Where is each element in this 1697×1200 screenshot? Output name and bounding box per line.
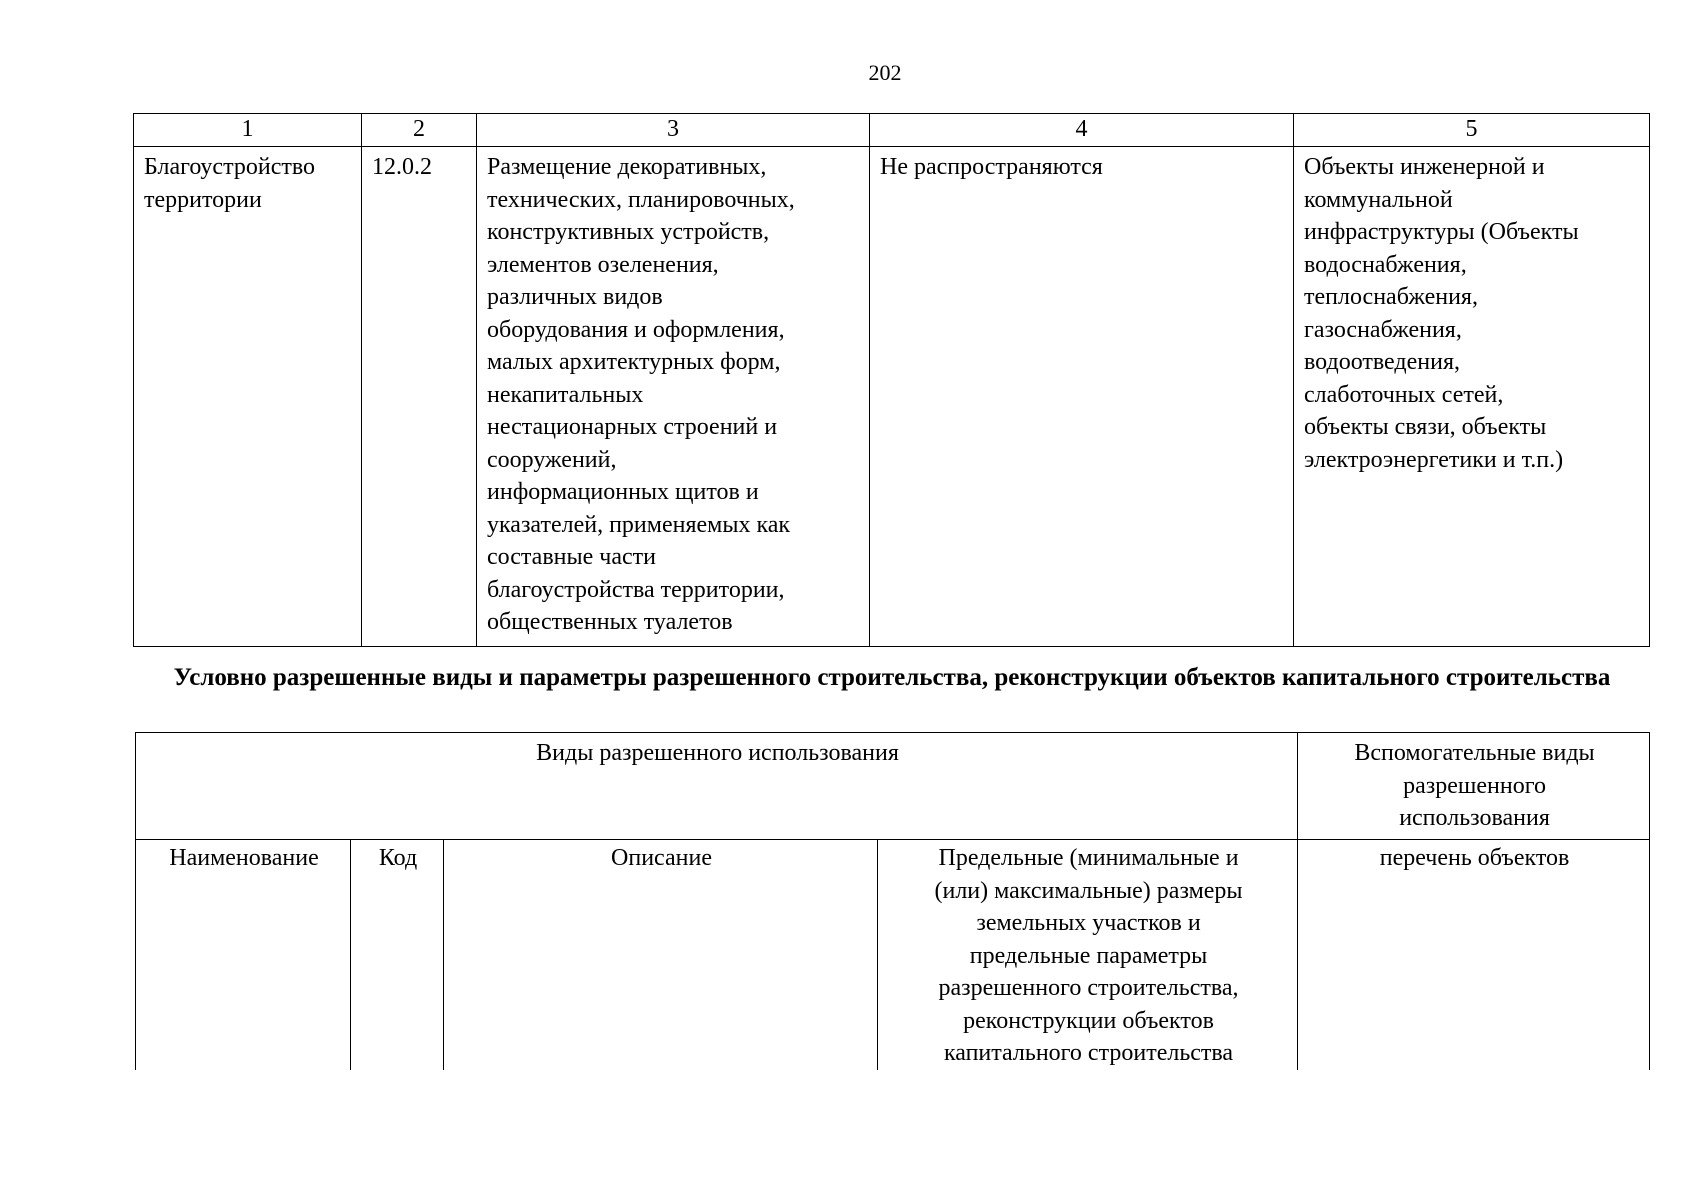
column-header-row <box>136 840 1650 1070</box>
table-header-row <box>136 733 1650 840</box>
use-code-cell: 12.0.2 <box>362 147 477 647</box>
permitted-uses-table <box>133 113 1650 647</box>
object-list-column-header: перечень объектов <box>1298 840 1650 1070</box>
column-number-4: 4 <box>870 114 1294 147</box>
permitted-uses-header: Виды разрешенного использования <box>136 733 1298 840</box>
page-number: 202 <box>868 60 902 85</box>
conditional-uses-table <box>135 732 1650 1070</box>
auxiliary-uses-cell: Объекты инженерной и коммунальной инфраструктуры (Объекты водоснабжения, теплоснабжения, газоснабжения, водоотведения, слаботочных сетей, объекты связи, объекты электроэнергетики и т.п.) <box>1294 147 1650 647</box>
code-column-header: Код <box>351 840 444 1070</box>
section-title: Условно разрешенные виды и параметры разрешенного строительства, реконструкции объектов капитального строительства <box>173 664 1611 691</box>
column-number-1: 1 <box>134 114 362 147</box>
use-parameters-cell: Не распространяются <box>870 147 1294 647</box>
column-number-5: 5 <box>1294 114 1650 147</box>
use-name-cell: Благоустройство территории <box>134 147 362 647</box>
column-number-row <box>134 114 1650 147</box>
column-number-2: 2 <box>362 114 477 147</box>
column-number-3: 3 <box>477 114 870 147</box>
name-column-header: Наименование <box>136 840 351 1070</box>
table-row <box>134 147 1650 647</box>
use-description-cell: Размещение декоративных, технических, планировочных, конструктивных устройств, элементов озеленения, различных видов оборудования и оформления, малых архитектурных форм, некапитальных нестационарных строений и сооружений, информационных щитов и указателей, применяемых как составные части благоустройства территории, общественных туалетов <box>477 147 870 647</box>
auxiliary-uses-header: Вспомогательные виды разрешенного использования <box>1298 733 1650 840</box>
parameters-column-header: Предельные (минимальные и (или) максимальные) размеры земельных участков и предельные параметры разрешенного строительства, реконструкции объектов капитального строительства <box>878 840 1298 1070</box>
description-column-header: Описание <box>444 840 878 1070</box>
